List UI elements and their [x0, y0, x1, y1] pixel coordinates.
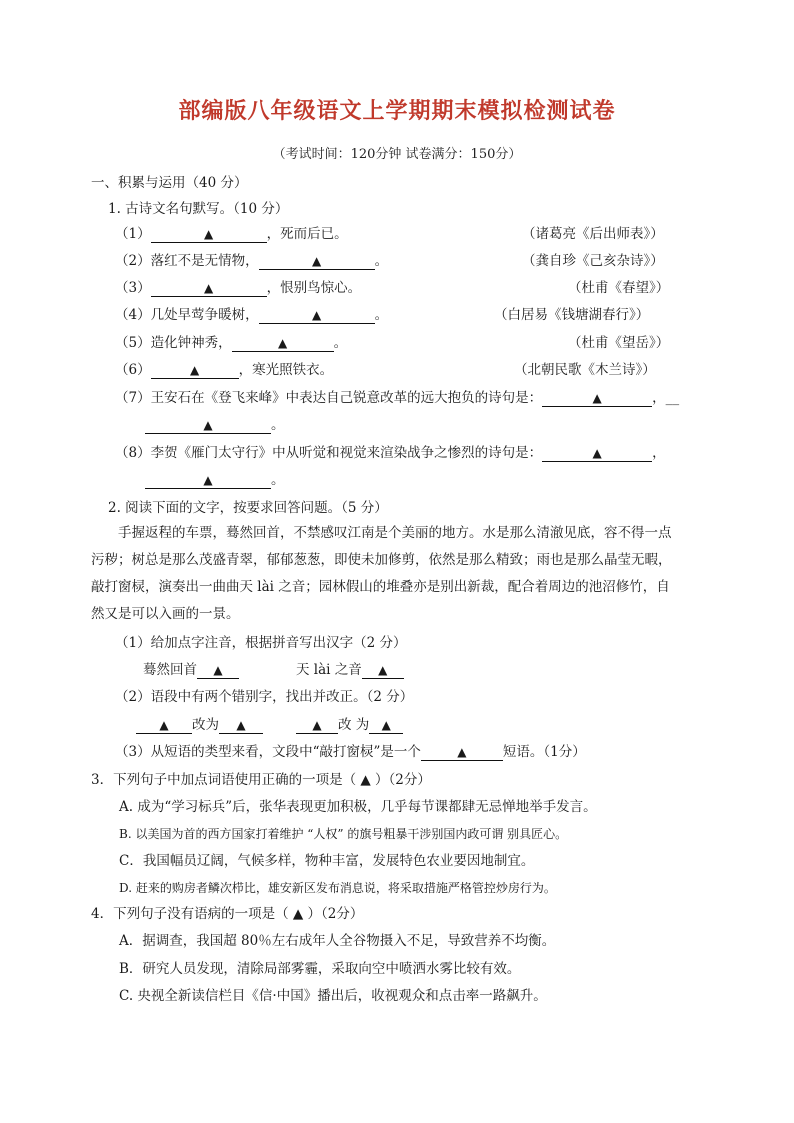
- q4-heading: 4．下列句子没有语病的一项是（ ▲ ）（2分）: [91, 906, 364, 922]
- answer-blank[interactable]: [542, 391, 652, 407]
- item-number: （1）: [115, 226, 151, 242]
- q1-item-3: [115, 279, 361, 297]
- q3-option-b: B. 以美国为首的西方国家打着维护 “人权” 的旗号粗暴干涉别国内政可谓 别具匠心。: [119, 827, 568, 841]
- answer-blank[interactable]: [197, 663, 239, 679]
- answer-blank[interactable]: [296, 718, 338, 734]
- q3-option-d: D. 赶来的购房者鳞次栉比，雄安新区发布消息说，将采取措施严格管控炒房行为。: [119, 881, 556, 895]
- answer-blank[interactable]: [136, 718, 192, 734]
- answer-blank[interactable]: [362, 663, 404, 679]
- q1-item-8-cont: [145, 471, 285, 489]
- answer-blank[interactable]: [151, 363, 239, 379]
- triangle-marker: ▲: [203, 227, 214, 241]
- answer-blank[interactable]: [259, 254, 375, 270]
- q2-sub2-answers-b: [296, 716, 403, 734]
- exam-info: （考试时间：120分钟 试卷满分：150分）: [272, 147, 522, 162]
- item-text: 王安石在《登飞来峰》中表达自己锐意改革的远大抱负的诗句是：: [150, 390, 543, 406]
- q1-item-8: [115, 444, 666, 462]
- q2-heading: 2. 阅读下面的文字，按要求回答问题。（5 分）: [108, 500, 388, 516]
- page-title: 部编版八年级语文上学期期末模拟检测试卷: [178, 98, 616, 124]
- q4-option-c: C. 央视全新读信栏目《信·中国》播出后，收视观众和点击率一路飙升。: [119, 988, 547, 1004]
- item-text: ，__: [652, 390, 680, 406]
- item-text: （3）从短语的类型来看，文段中“敲打窗棂”是一个: [115, 744, 421, 760]
- item-text: ，: [652, 445, 666, 461]
- q2-sub2: （2）语段中有两个错别字，找出并改正。（2 分）: [115, 689, 414, 705]
- passage-line: 然又是可以入画的一景。: [91, 606, 240, 622]
- triangle-marker: ▲: [312, 718, 322, 732]
- pinyin-word: 蓦然回首: [143, 662, 197, 678]
- triangle-marker: ▲: [236, 718, 246, 732]
- passage-line: 污秽；树总是那么茂盛青翠，郁郁葱葱，即使未加修剪，依然是那么精致；雨也是那么晶莹无暇，: [91, 552, 672, 568]
- q1-item-1: [115, 225, 348, 243]
- answer-blank[interactable]: [542, 446, 652, 462]
- q1-item-2: [115, 252, 388, 270]
- q3-option-a: A. 成为“学习标兵”后，张华表现更加积极，几乎每节课都肆无忌惮地举手发言。: [119, 799, 597, 815]
- q2-sub1: （1）给加点字注音，根据拼音写出汉字（2 分）: [115, 635, 407, 651]
- q1-item-4: [115, 306, 388, 324]
- q2-sub1-answers-b: [296, 661, 404, 679]
- triangle-marker: ▲: [311, 254, 322, 268]
- answer-blank[interactable]: [151, 281, 267, 297]
- triangle-marker: ▲: [213, 663, 223, 677]
- section-heading: 一、积累与运用（40 分）: [91, 175, 248, 191]
- q3-heading: 3．下列句子中加点词语使用正确的一项是（ ▲ ）（2分）: [91, 772, 431, 788]
- triangle-marker: ▲: [189, 363, 200, 377]
- triangle-marker: ▲: [311, 308, 322, 322]
- answer-blank[interactable]: [151, 227, 267, 243]
- answer-blank[interactable]: [145, 473, 271, 489]
- q4-option-b: B．研究人员发现，清除局部雾霾，采取向空中喷洒水雾比较有效。: [119, 961, 521, 977]
- pinyin-word: 天 lài 之音: [296, 662, 362, 678]
- answer-blank[interactable]: [369, 718, 403, 734]
- q2-sub1-answers: [143, 661, 239, 679]
- passage-line: 手握返程的车票，蓦然回首，不禁感叹江南是个美丽的地方。水是那么清澈见底，容不得一点: [118, 525, 672, 541]
- item-text: 造化钟神秀，: [150, 335, 232, 351]
- item-text: 。: [333, 335, 348, 351]
- answer-blank[interactable]: [421, 745, 503, 761]
- item-number: （4）: [115, 307, 151, 323]
- item-text: ，恨别鸟惊心。: [266, 280, 362, 296]
- item-text: ，寒光照铁衣。: [238, 362, 334, 378]
- item-number: （8）: [115, 445, 151, 461]
- q2-sub2-answers: [136, 716, 263, 734]
- q1-source-6: （北朝民歌《木兰诗》）: [514, 362, 656, 378]
- triangle-marker: ▲: [277, 336, 288, 350]
- triangle-marker: ▲: [592, 446, 602, 460]
- triangle-marker: ▲: [457, 745, 467, 759]
- item-text: 短语。（1分）: [502, 744, 586, 760]
- triangle-marker: ▲: [203, 473, 213, 487]
- item-text: 改 为: [338, 717, 370, 733]
- item-text: 。: [271, 472, 285, 488]
- q1-source-1: （诸葛亮《后出师表》）: [522, 226, 664, 242]
- item-number: （2）: [115, 253, 151, 269]
- item-text: 改为: [192, 717, 219, 733]
- item-number: （6）: [115, 362, 151, 378]
- q1-source-4: （白居易《钱塘湖春行》）: [494, 307, 650, 323]
- q1-source-5: （杜甫《望岳》）: [568, 335, 670, 351]
- q1-source-2: （龚自珍《己亥杂诗》）: [522, 253, 664, 269]
- q1-item-7-cont: [145, 416, 285, 434]
- answer-blank[interactable]: [145, 418, 271, 434]
- item-number: （5）: [115, 335, 151, 351]
- q1-source-3: （杜甫《春望》）: [568, 280, 670, 296]
- item-text: ，死而后已。: [266, 226, 348, 242]
- item-text: 。: [374, 253, 389, 269]
- triangle-marker: ▲: [378, 663, 388, 677]
- item-text: 。: [374, 307, 389, 323]
- passage-line: 敲打窗棂，演奏出一曲曲天 lài 之音；园林假山的堆叠亦是别出新裁，配合着周边的池沼修竹，自: [91, 579, 670, 595]
- item-text: 落红不是无情物，: [150, 253, 259, 269]
- answer-blank[interactable]: [232, 336, 334, 352]
- item-text: 李贺《雁门太守行》中从听觉和视觉来渲染战争之惨烈的诗句是：: [150, 445, 543, 461]
- q2-passage: [91, 520, 703, 628]
- item-text: 。: [271, 417, 285, 433]
- triangle-marker: ▲: [159, 718, 169, 732]
- q3-option-c: C．我国幅员辽阔，气候多样，物种丰富，发展特色农业要因地制宜。: [119, 853, 535, 869]
- triangle-marker: ▲: [381, 718, 391, 732]
- answer-blank[interactable]: [259, 308, 375, 324]
- q1-item-7: [115, 389, 679, 407]
- triangle-marker: ▲: [203, 281, 214, 295]
- item-text: 几处早莺争暖树，: [150, 307, 259, 323]
- item-number: （7）: [115, 390, 151, 406]
- item-number: （3）: [115, 280, 151, 296]
- triangle-marker: ▲: [592, 391, 602, 405]
- q2-sub3: [115, 743, 586, 761]
- q1-item-6: [115, 361, 333, 379]
- q1-item-5: [115, 334, 347, 352]
- answer-blank[interactable]: [219, 718, 263, 734]
- triangle-marker: ▲: [203, 418, 213, 432]
- q4-option-a: A．据调查，我国超 80％左右成年人全谷物摄入不足，导致营养不均衡。: [119, 933, 556, 949]
- q1-heading: 1. 古诗文名句默写。（10 分）: [108, 201, 289, 217]
